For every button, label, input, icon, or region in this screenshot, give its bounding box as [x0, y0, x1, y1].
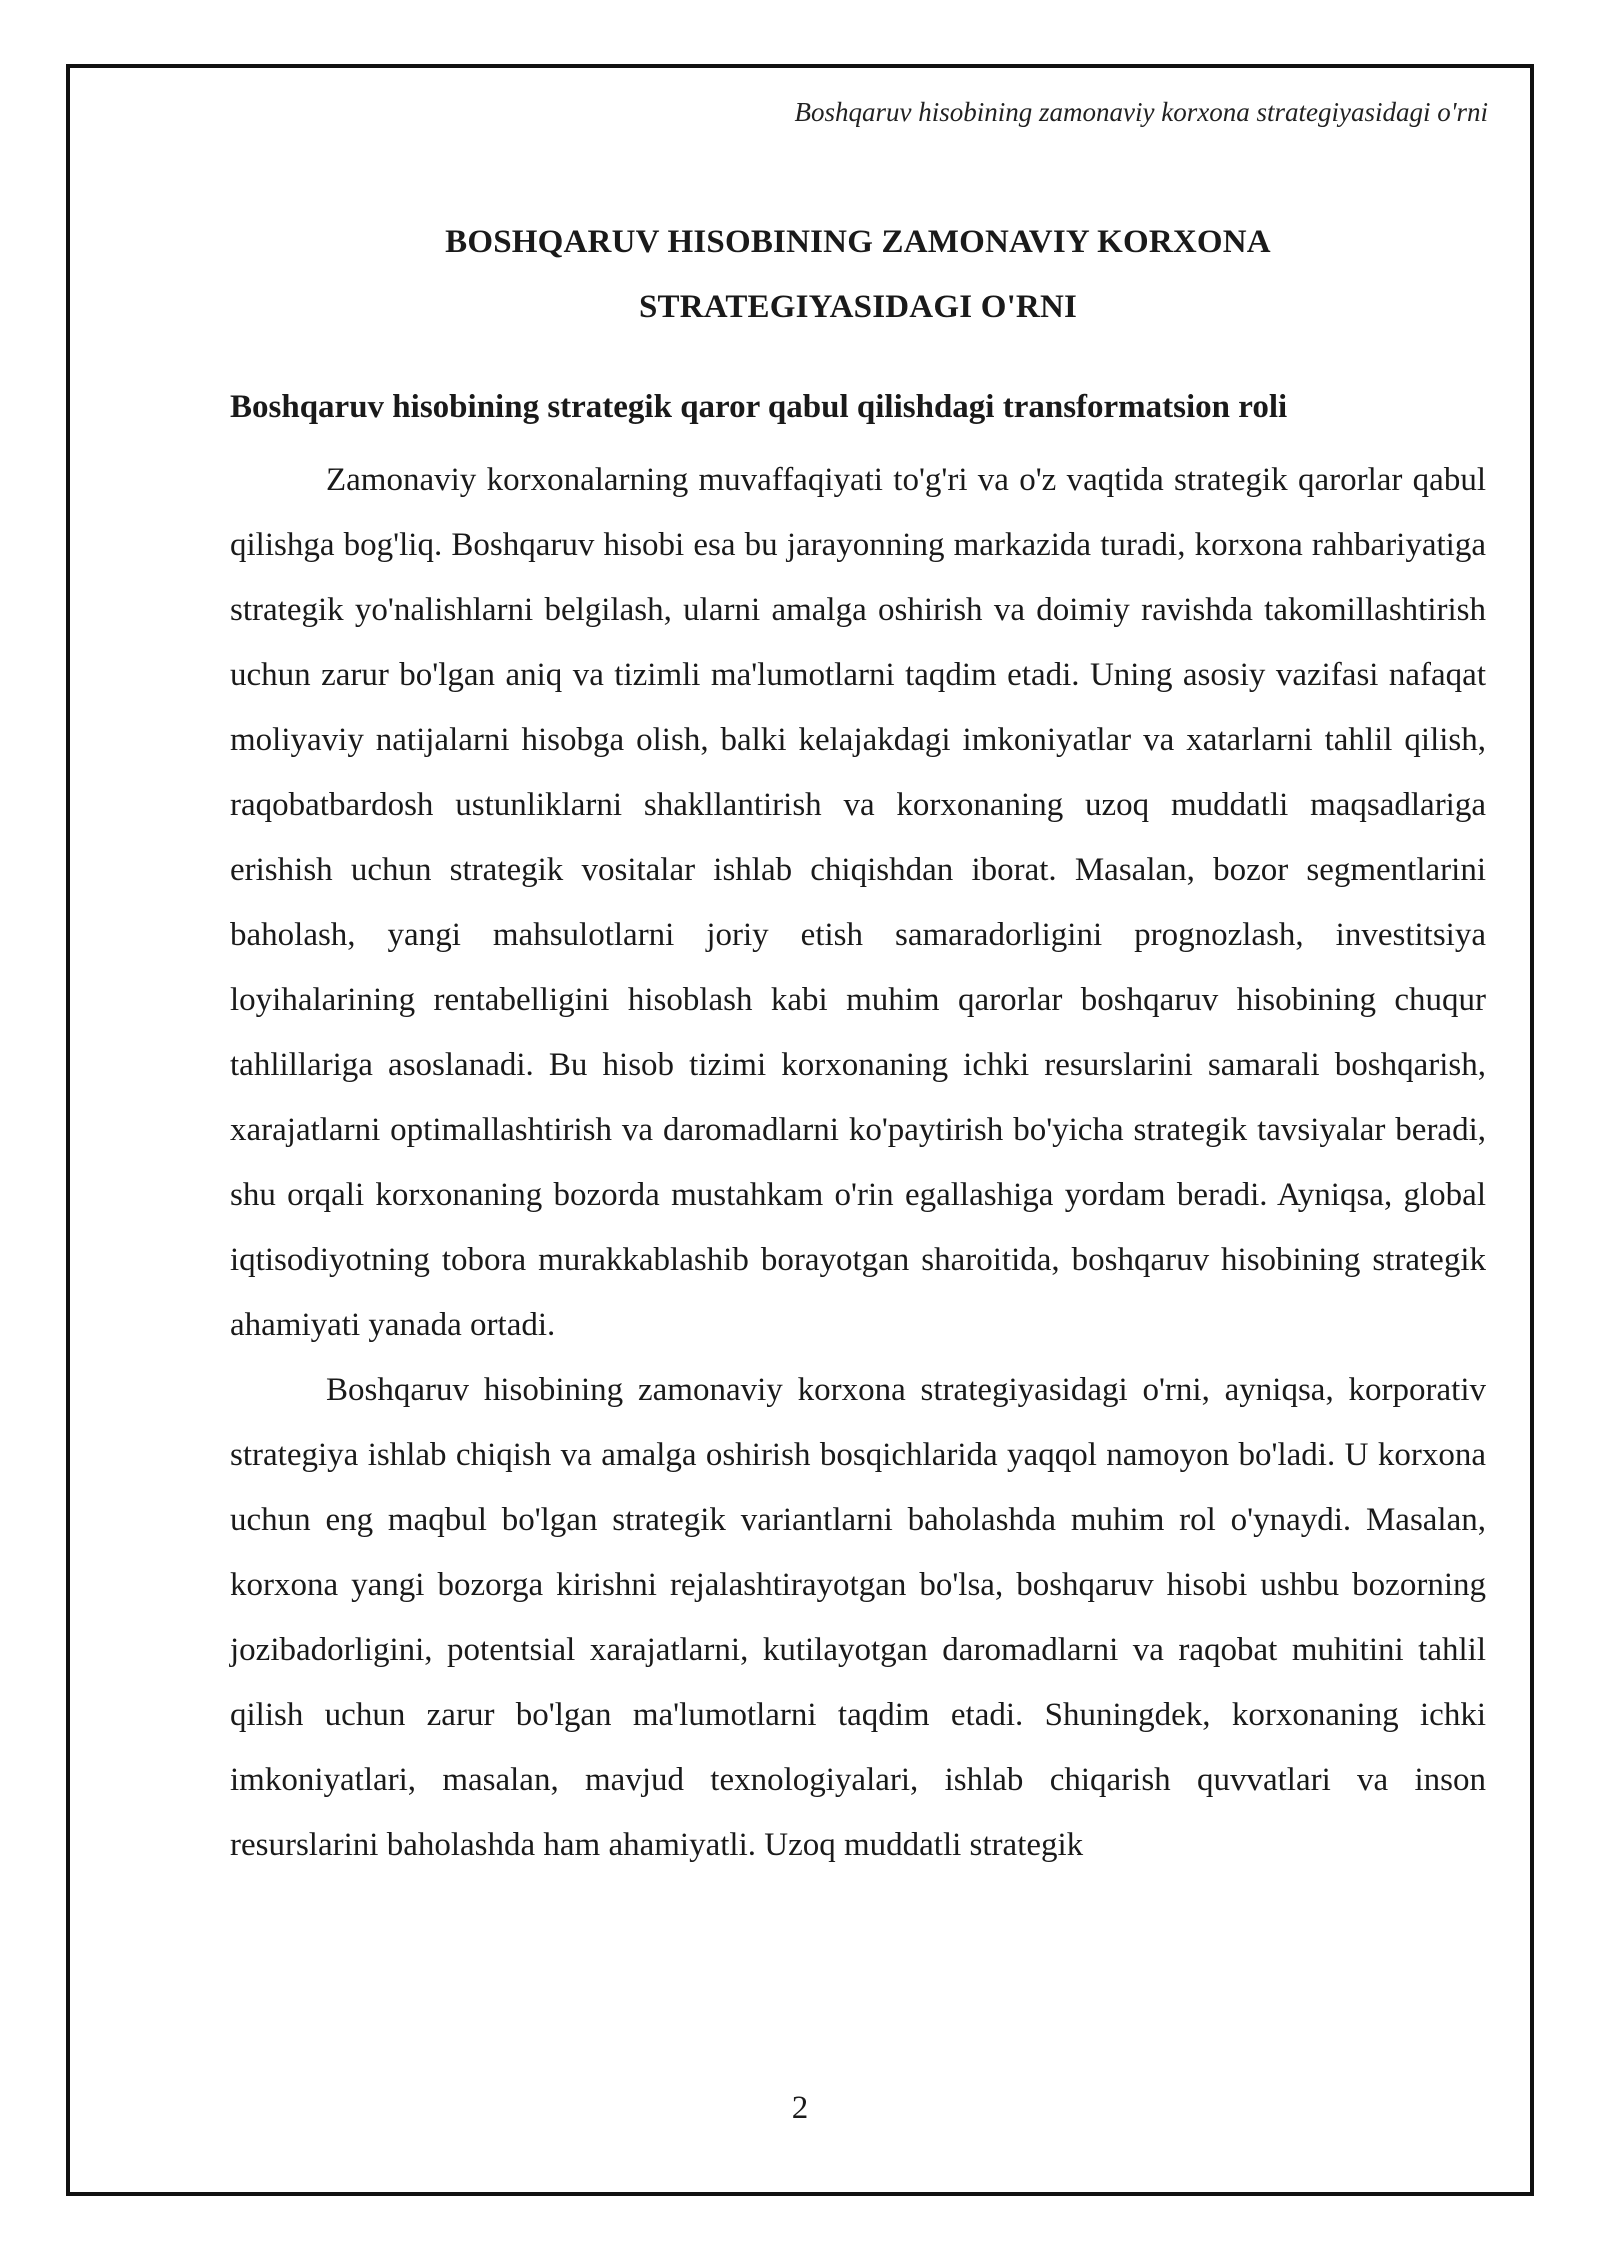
paragraph-1: Zamonaviy korxonalarning muvaffaqiyati to'g'ri va o'z vaqtida strategik qarorlar qabul qilishga bog'liq. Boshqaruv hisobi esa bu jarayonning markazida turadi, korxona rahbariyatiga strategik yo'nalishlarni belgilash, ularni amalga oshirish va doimiy ravishda takomillashtirish uchun zarur bo'lgan aniq va tizimli ma'lumotlarni taqdim etadi. Uning asosiy vazifasi nafaqat moliyaviy natijalarni hisobga olish, balki kelajakdagi imkoniyatlar va xatarlarni tahlil qilish, raqobatbardosh ustunliklarni shakllantirish va korxonaning uzoq muddatli maqsadlariga erishish uchun strategik vositalar ishlab chiqishdan iborat. Masalan, bozor segmentlarini baholash, yangi mahsulotlarni joriy etish samaradorligini prognozlash, investitsiya loyihalarining rentabelligini hisoblash kabi muhim qarorlar boshqaruv hisobining chuqur tahlillariga asoslanadi. Bu hisob tizimi korxonaning ichki resurslarini samarali boshqarish, xarajatlarni optimallashtirish va daromadlarni ko'paytirish bo'yicha strategik tavsiyalar beradi, shu orqali korxonaning bozorda mustahkam o'rin egallashiga yordam beradi. Ayniqsa, global iqtisodiyotning tobora murakkablashib borayotgan sharoitida, boshqaruv hisobining strategik ahamiyati yanada ortadi. [230, 462, 1486, 1343]
document-title-line-2: STRATEGIYASIDAGI O'RNI [638, 289, 1078, 325]
running-header: Boshqaruv hisobining zamonaviy korxona strategiyasidagi o'rni [794, 97, 1488, 127]
paragraph-2: Boshqaruv hisobining zamonaviy korxona strategiyasidagi o'rni, ayniqsa, korporativ strategiya ishlab chiqish va amalga oshirish bosqichlarida yaqqol namoyon bo'ladi. U korxona uchun eng maqbul bo'lgan strategik variantlarni baholashda muhim rol o'ynaydi. Masalan, korxona yangi bozorga kirishni rejalashtirayotgan bo'lsa, boshqaruv hisobi ushbu bozorning jozibadorligini, potentsial xarajatlarni, kutilayotgan daromadlarni va raqobat muhitini tahlil qilish uchun zarur bo'lgan ma'lumotlarni taqdim etadi. Shuningdek, korxonaning ichki imkoniyatlari, masalan, mavjud texnologiyalari, ishlab chiqarish quvvatlari va inson resurslarini baholashda ham ahamiyatli. Uzoq muddatli strategik [230, 1372, 1486, 1863]
page-number: 2 [791, 2090, 809, 2126]
section-heading: Boshqaruv hisobining strategik qaror qabul qilishdagi transformatsion roli [230, 389, 1288, 425]
document-title-line-1: BOSHQARUV HISOBINING ZAMONAVIY KORXONA [445, 224, 1271, 260]
document-body [230, 210, 1486, 1878]
document-title [230, 210, 1486, 340]
